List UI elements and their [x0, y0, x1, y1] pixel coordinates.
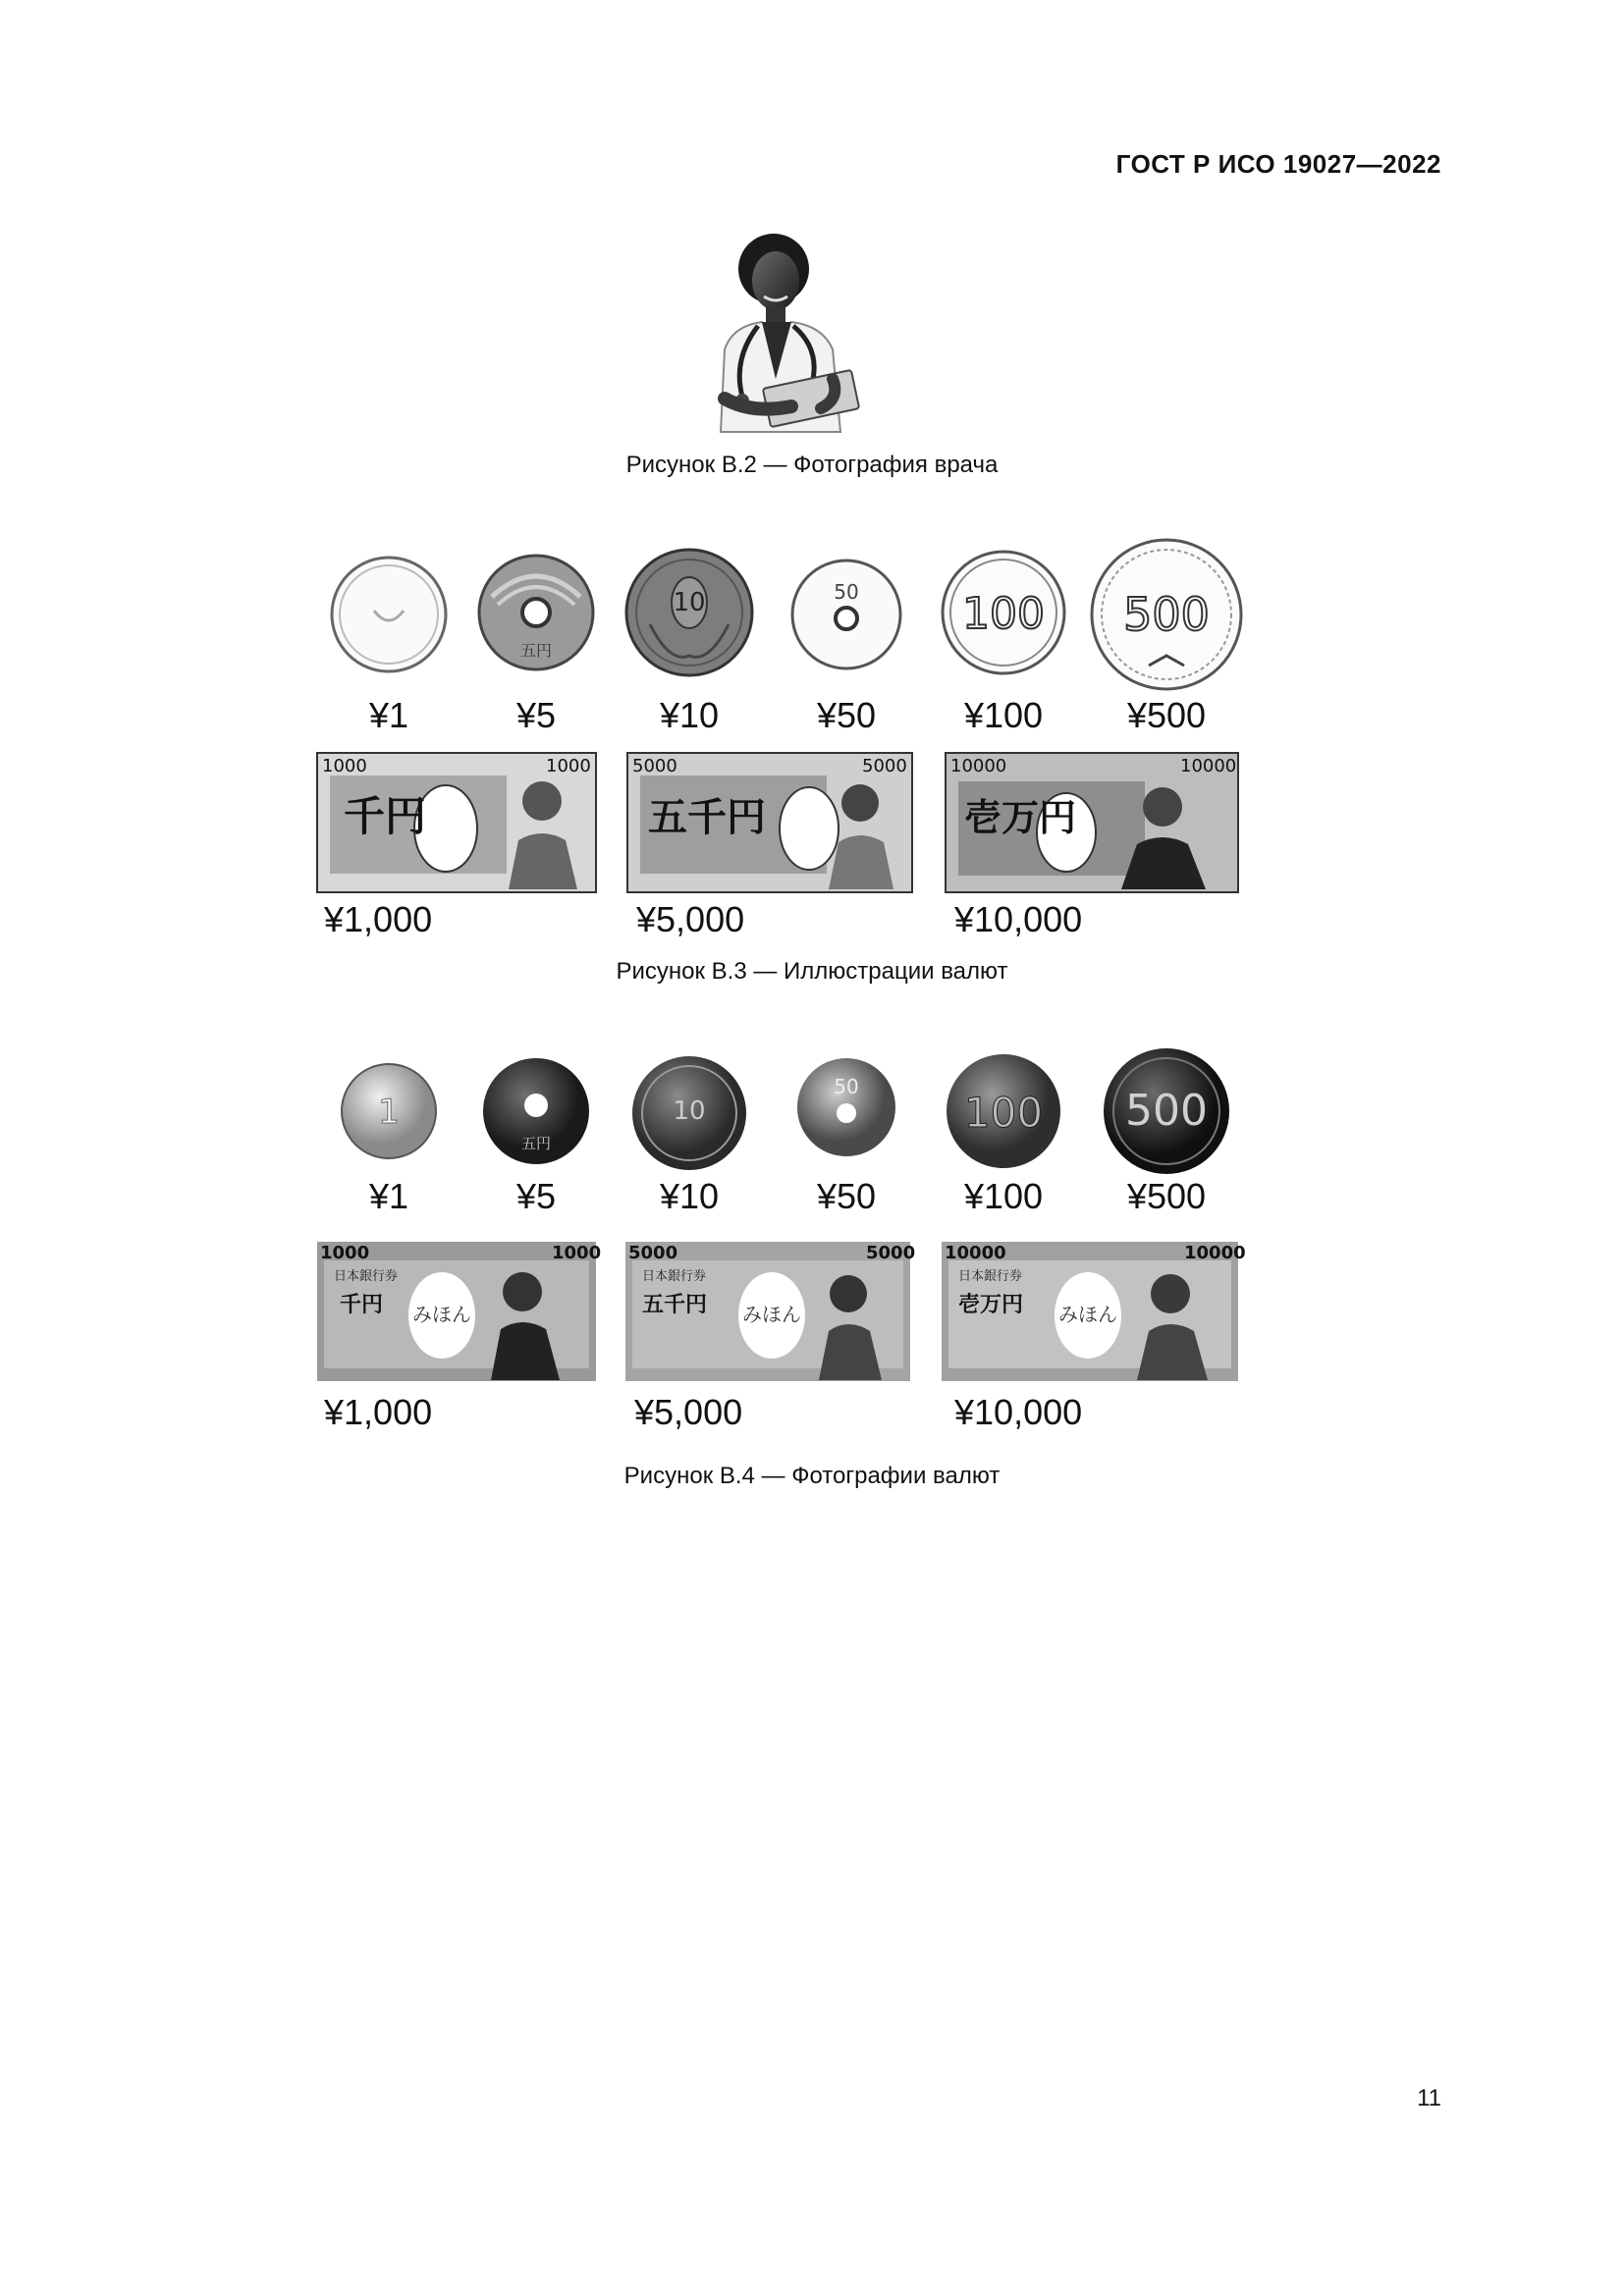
figure-caption-b2: Рисунок B.2 — Фотография врача: [625, 452, 999, 478]
note-1000-yen-illustration: [316, 752, 597, 939]
coin-1-yen-illustration: [310, 546, 467, 735]
coin-500-yen-photo: [1088, 1050, 1245, 1216]
coin-face-text: 五円: [520, 1135, 552, 1152]
coin-500-yen-photo-icon: [1098, 1050, 1235, 1188]
coin-face-text: 10: [673, 588, 706, 617]
page-number: 11: [1417, 2085, 1441, 2111]
note-kanji-text: 五千円: [642, 1293, 708, 1317]
banknote-label: ¥10,000: [954, 899, 1083, 939]
note-kanji-text: 壱万円: [964, 796, 1077, 839]
note-bank-text: 日本銀行券: [642, 1269, 707, 1284]
coin-label: ¥10: [659, 1176, 720, 1216]
coin-50-yen-photo: [768, 1050, 925, 1216]
coin-label: ¥50: [816, 695, 877, 735]
note-corner-text: 5000: [632, 756, 677, 776]
coin-face-text: 1: [378, 1093, 400, 1132]
coin-50-yen-photo-icon: [792, 1050, 900, 1158]
coin-500-yen-illustration: [1088, 546, 1245, 735]
note-5000-yen-illustration: [626, 752, 913, 939]
note-bank-text: 日本銀行券: [958, 1269, 1023, 1284]
coin-label: ¥1: [368, 695, 409, 735]
banknote-5000-illustration-icon: [626, 752, 913, 893]
note-kanji-text: 千円: [340, 1293, 384, 1317]
note-5000-yen-photo: [624, 1241, 916, 1432]
coin-face-text: 100: [962, 589, 1045, 639]
coin-face-text: 50: [834, 1075, 859, 1098]
coin-face-text: 500: [1125, 1086, 1208, 1136]
coin-10-yen-illustration: [611, 546, 768, 735]
coin-label: ¥500: [1126, 1176, 1207, 1216]
banknote-5000-photo-icon: [624, 1241, 916, 1382]
figure-caption-b4: Рисунок B.4 — Фотографии валют: [623, 1463, 1001, 1489]
coin-5-yen-photo-icon: [477, 1050, 595, 1168]
coin-label: ¥10: [659, 695, 720, 735]
note-kanji-text: 壱万円: [958, 1293, 1024, 1317]
note-corner-text: 5000: [628, 1243, 678, 1263]
coin-500-yen-icon: [1088, 546, 1245, 693]
banknote-label: ¥10,000: [954, 1392, 1083, 1432]
coin-face-text: 五円: [519, 641, 553, 660]
note-corner-text: 5000: [862, 756, 907, 776]
coin-1-yen-photo-icon: [335, 1050, 443, 1158]
note-10000-yen-illustration: [945, 752, 1239, 939]
note-corner-text: 1000: [322, 756, 367, 776]
banknote-label: ¥1,000: [324, 899, 433, 939]
banknote-1000-photo-icon: [316, 1241, 602, 1382]
coin-1-yen-photo: [310, 1050, 467, 1216]
coin-face-text: 500: [1123, 588, 1210, 641]
coin-face-text: 100: [963, 1089, 1044, 1137]
note-corner-text: 1000: [320, 1243, 370, 1263]
coin-10-yen-photo-icon: [628, 1050, 750, 1172]
note-corner-text: 10000: [1180, 756, 1237, 776]
coin-label: ¥500: [1126, 695, 1207, 735]
note-mihon-text: みほん: [1058, 1303, 1117, 1326]
coin-label: ¥1: [368, 1176, 409, 1216]
note-kanji-text: 五千円: [648, 795, 766, 840]
coin-5-yen-illustration: [458, 546, 615, 735]
coin-label: ¥100: [963, 695, 1044, 735]
banknote-10000-illustration-icon: [945, 752, 1239, 893]
coin-10-yen-icon: [621, 546, 758, 683]
coin-50-yen-illustration: [768, 546, 925, 735]
banknote-label: ¥1,000: [324, 1392, 433, 1432]
coin-100-yen-illustration: [925, 546, 1082, 735]
note-corner-text: 1000: [552, 1243, 602, 1263]
coin-face-text: 10: [673, 1096, 706, 1126]
note-mihon-text: みほん: [742, 1303, 801, 1326]
document-header: ГОСТ Р ИСО 19027—2022: [1115, 149, 1441, 179]
note-kanji-text: 千円: [344, 792, 427, 840]
coin-label: ¥5: [515, 695, 557, 735]
figure-caption-b3: Рисунок B.3 — Иллюстрации валют: [616, 958, 1008, 985]
banknote-10000-photo-icon: [941, 1241, 1246, 1382]
coin-label: ¥100: [963, 1176, 1044, 1216]
coin-10-yen-photo: [611, 1050, 768, 1216]
coin-5-yen-icon: [472, 546, 600, 673]
coin-label: ¥5: [515, 1176, 557, 1216]
coin-100-yen-icon: [935, 546, 1072, 683]
note-corner-text: 10000: [950, 756, 1007, 776]
note-mihon-text: みほん: [412, 1303, 471, 1326]
coin-1-yen-icon: [325, 546, 453, 673]
note-1000-yen-photo: [316, 1241, 602, 1432]
note-corner-text: 10000: [945, 1243, 1006, 1263]
coin-face-text: 50: [834, 580, 859, 604]
banknote-label: ¥5,000: [634, 1392, 743, 1432]
note-corner-text: 10000: [1184, 1243, 1246, 1263]
coin-100-yen-photo: [925, 1050, 1082, 1216]
note-bank-text: 日本銀行券: [334, 1269, 399, 1284]
coin-label: ¥50: [816, 1176, 877, 1216]
banknote-label: ¥5,000: [636, 899, 745, 939]
doctor-photo: [703, 232, 860, 432]
note-10000-yen-photo: [941, 1241, 1246, 1432]
note-corner-text: 1000: [546, 756, 591, 776]
illustrated-coin-row: [310, 546, 1259, 781]
coin-50-yen-icon: [783, 546, 910, 673]
banknote-1000-illustration-icon: [316, 752, 597, 893]
coin-100-yen-photo-icon: [943, 1050, 1064, 1172]
note-corner-text: 5000: [866, 1243, 916, 1263]
coin-5-yen-photo: [458, 1050, 615, 1216]
